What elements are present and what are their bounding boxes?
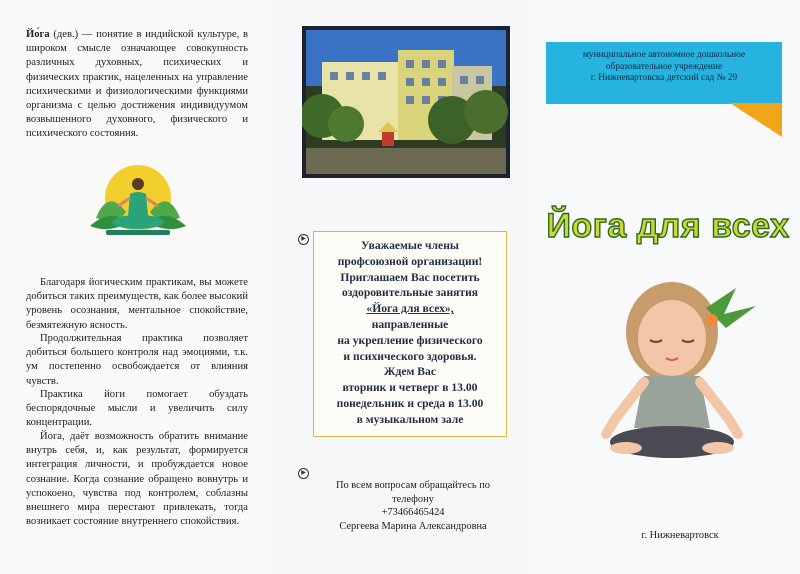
right-panel xyxy=(530,0,800,574)
invitation-box xyxy=(313,231,507,437)
invite-line: Уважаемые члены xyxy=(361,239,459,252)
paragraph-concentration: Практика йоги помогает обуздать беспорядочные мысли и увеличить силу концентрации. xyxy=(26,389,248,429)
invite-line: на укрепление физического xyxy=(337,333,483,347)
contact-name: Сергеева Марина Александровна xyxy=(339,520,487,532)
paragraph-emotions: Продолжительная практика позволяет добиться большего контроля над эмоциями, т.к. ум постепенно освобождается от влияния чувств. xyxy=(26,333,248,387)
meditating-woman-icon xyxy=(88,158,188,248)
invite-line: оздоровительные занятия xyxy=(341,286,479,300)
invite-line: Ждем Вас xyxy=(384,365,436,379)
city-name: г. Нижневартовск xyxy=(641,530,719,541)
invite-schedule: вторник и четверг в 13.00 xyxy=(342,381,478,395)
organization-box xyxy=(546,42,782,104)
bullet-icon: ▶ xyxy=(298,468,309,479)
contact-info xyxy=(308,479,518,533)
paragraph-inner-calm: Йога, даёт возможность обратить внимание внутрь себя, и, как результат, формируется интеграция личности, и пробуждается новое сознание. Когда сознание обращено вовнутрь и успокоено, чувства под контролем, соблазны внешнего мира перестают привлекать, тогда возникает состояние внутреннего спокойствия. xyxy=(26,431,248,528)
invite-line: и психического здоровья. xyxy=(343,349,477,363)
yoga-definition xyxy=(26,28,248,142)
left-panel xyxy=(0,0,268,574)
corner-triangle-icon xyxy=(730,103,782,137)
invite-line: направленные xyxy=(371,317,449,331)
middle-panel xyxy=(268,0,530,574)
meditating-girl-icon xyxy=(586,258,786,478)
invite-schedule: понедельник и среда в 13.00 xyxy=(336,396,484,410)
contact-phone: +73466465424 xyxy=(381,507,445,519)
invite-line: Приглашаем Вас посетить xyxy=(340,270,480,284)
bullet-icon: ▶ xyxy=(298,234,309,245)
invite-line: профсоюзной организации! xyxy=(337,254,483,268)
org-line: образовательное учреждение xyxy=(605,61,723,72)
contact-line: По всем вопросам обращайтесь по xyxy=(335,480,490,491)
definition-term: Йо́га xyxy=(26,29,50,40)
paragraph-benefits: Благодаря йогическим практикам, вы можете добиться таких преимуществ, как более высокий уровень осознания, ментальное спокойствие, безмятежную ясность. xyxy=(26,277,248,331)
definition-text: (дев.) — понятие в индийской культуре, в широком смысле означающее совокупность различных духовных, психических и физических практик, нацеленных на управление психическими и физиологическими функциями организма с целью достижения индивидуумом возвышенного духовного, физического и психического состояния. xyxy=(26,29,248,140)
invite-course-name: «Йога для всех», xyxy=(366,302,454,316)
invite-location: в музыкальном зале xyxy=(356,412,464,426)
brochure-title: Йога для всех xyxy=(546,207,790,245)
org-line: г. Нижневартовска детский сад № 29 xyxy=(590,73,738,84)
contact-line: телефону xyxy=(392,493,434,505)
kindergarten-building-photo xyxy=(302,26,510,178)
org-line: муниципальное автономное дошкольное xyxy=(582,50,746,60)
